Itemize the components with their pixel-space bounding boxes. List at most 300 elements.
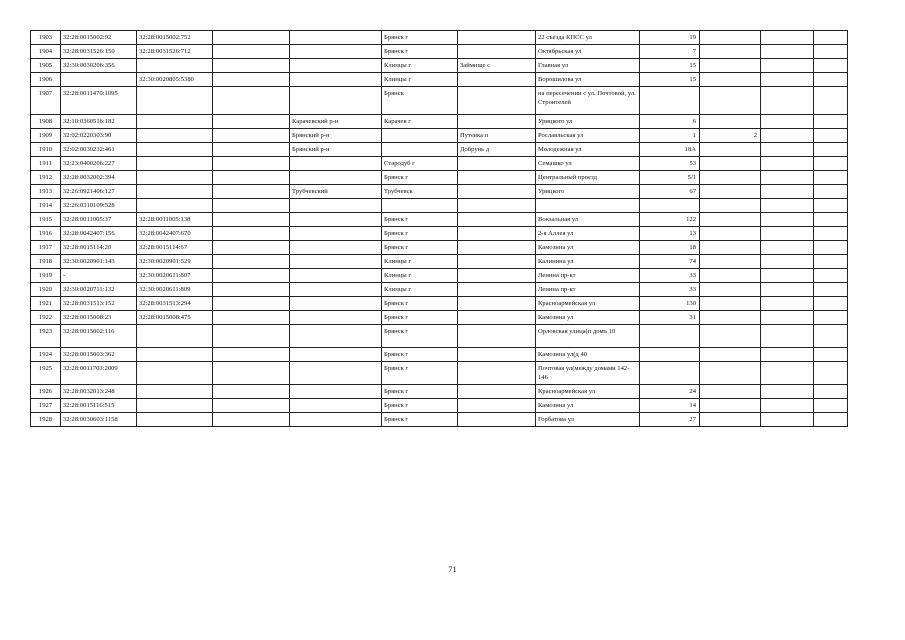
cell-city: Брянск г [382,385,458,399]
cell-building-cadastral-number [137,157,213,171]
cell-city: Брянск г [382,213,458,227]
cell-house: 53 [640,157,700,171]
cell-building [700,241,761,255]
cell-house: 24 [640,385,700,399]
cell-row-number: 1903 [31,31,61,45]
cell-cadastral-number: 32:02:0220303:90 [61,129,137,143]
cell-cadastral-number: 32:30:0020901:143 [61,255,137,269]
table-row [31,413,848,427]
cell-letter [761,413,814,427]
cell-district [290,213,382,227]
cell-row-number: 1917 [31,241,61,255]
cell-letter [761,143,814,157]
cell-city [382,129,458,143]
cell-extra [814,269,848,283]
cell-cadastral-number: 32:28:0031513:152 [61,297,137,311]
cell-settlement [458,213,536,227]
cell-building-cadastral-number [137,399,213,413]
cell-house [640,199,700,213]
cell-building [700,362,761,385]
cell-house: 74 [640,255,700,269]
cell-district [290,255,382,269]
cell-region [213,73,290,87]
cell-extra [814,283,848,297]
cell-building-cadastral-number [137,362,213,385]
cell-region [213,311,290,325]
cell-region [213,255,290,269]
cell-district [290,157,382,171]
cell-extra [814,129,848,143]
cell-street: Камозина ул [536,399,640,413]
cell-row-number: 1908 [31,115,61,129]
cell-settlement [458,311,536,325]
cell-district [290,171,382,185]
cell-letter [761,213,814,227]
cell-cadastral-number: 32:30:0020711:132 [61,283,137,297]
table-row [31,31,848,45]
cell-settlement [458,297,536,311]
cell-settlement [458,115,536,129]
cell-extra [814,87,848,115]
cell-house: 14 [640,399,700,413]
cell-extra [814,31,848,45]
table-row [31,399,848,413]
cell-house: 27 [640,413,700,427]
cell-cadastral-number: 32:28:0030603:1158 [61,413,137,427]
table-row [31,325,848,348]
cell-street: 22 съезда КПСС ул [536,31,640,45]
cell-cadastral-number: 32:30:0030206:356 [61,59,137,73]
cell-street: Орловская улица(п домъ 10 [536,325,640,348]
table-row [31,269,848,283]
cell-letter [761,255,814,269]
cell-cadastral-number [61,73,137,87]
cell-street: Почтовая ул(между домами 142-146 [536,362,640,385]
table-row [31,87,848,115]
cell-city: Брянск г [382,171,458,185]
table-row [31,185,848,199]
cell-settlement [458,413,536,427]
cell-building-cadastral-number [137,59,213,73]
cell-cadastral-number: 32:23:0400206:227 [61,157,137,171]
cell-house: 19 [640,31,700,45]
cell-district [290,348,382,362]
cell-region [213,413,290,427]
cell-building-cadastral-number: 32:28:0042407:670 [137,227,213,241]
cell-district [290,59,382,73]
cell-street [536,199,640,213]
cell-settlement [458,87,536,115]
cell-building [700,45,761,59]
cell-settlement [458,399,536,413]
cell-extra [814,399,848,413]
cell-district: Карачевский р-н [290,115,382,129]
cell-row-number: 1928 [31,413,61,427]
cell-extra [814,45,848,59]
cell-building [700,185,761,199]
cell-cadastral-number: 32:28:0015008:23 [61,311,137,325]
table-row [31,45,848,59]
cell-settlement [458,31,536,45]
cell-region [213,227,290,241]
table-row [31,129,848,143]
cell-house: 67 [640,185,700,199]
cell-extra [814,385,848,399]
cell-building-cadastral-number [137,115,213,129]
cell-extra [814,185,848,199]
cell-letter [761,157,814,171]
cell-building [700,255,761,269]
cell-region [213,185,290,199]
cell-letter [761,73,814,87]
cell-house [640,325,700,348]
cell-region [213,269,290,283]
cell-settlement [458,283,536,297]
cell-building-cadastral-number [137,348,213,362]
cell-building [700,269,761,283]
cell-building-cadastral-number [137,129,213,143]
cell-row-number: 1913 [31,185,61,199]
cell-district [290,413,382,427]
cell-building-cadastral-number: 32:28:0011005:138 [137,213,213,227]
cell-settlement [458,157,536,171]
cell-street: Камозина ул [536,311,640,325]
cell-building [700,87,761,115]
cell-cadastral-number: 32:28:0011005:37 [61,213,137,227]
cell-city: Клинцы г [382,269,458,283]
table-row [31,297,848,311]
cell-row-number: 1922 [31,311,61,325]
cell-letter [761,399,814,413]
cell-street: Молодежная ул [536,143,640,157]
cell-city: Клинцы г [382,283,458,297]
cell-street: Камозина ул [536,241,640,255]
cell-extra [814,255,848,269]
cell-row-number: 1920 [31,283,61,297]
cell-city: Брянск г [382,325,458,348]
cell-district [290,45,382,59]
cell-row-number: 1921 [31,297,61,311]
cell-building [700,59,761,73]
cell-city: Брянск г [382,311,458,325]
table-row [31,213,848,227]
cell-letter [761,311,814,325]
cell-building [700,157,761,171]
cell-city: Брянск г [382,45,458,59]
cell-building [700,199,761,213]
cell-letter [761,362,814,385]
table-row [31,241,848,255]
cell-settlement: Займище с [458,59,536,73]
cell-settlement [458,171,536,185]
cell-extra [814,241,848,255]
registry-table-body [31,31,848,427]
cell-house: 1 [640,129,700,143]
cell-district [290,362,382,385]
cell-city: Брянск г [382,413,458,427]
cell-building-cadastral-number [137,199,213,213]
cell-extra [814,297,848,311]
cell-extra [814,348,848,362]
cell-letter [761,297,814,311]
cell-row-number: 1924 [31,348,61,362]
cell-street: Ворошилова ул [536,73,640,87]
cell-settlement: Путевка п [458,129,536,143]
cell-street: Красноармейская ул [536,297,640,311]
cell-city: Стародуб г [382,157,458,171]
cell-house [640,348,700,362]
cell-house: 31 [640,311,700,325]
cell-settlement [458,185,536,199]
cell-cadastral-number: 32:28:0011703:2009 [61,362,137,385]
cell-row-number: 1905 [31,59,61,73]
cell-building [700,213,761,227]
cell-row-number: 1906 [31,73,61,87]
cell-cadastral-number: 32:28:0031526:150 [61,45,137,59]
cell-building [700,413,761,427]
cell-row-number: 1910 [31,143,61,157]
cell-house: 18 [640,241,700,255]
cell-settlement [458,227,536,241]
table-row [31,157,848,171]
cell-building-cadastral-number: 32:28:0031513:294 [137,297,213,311]
page-number: 71 [448,564,457,574]
cell-region [213,399,290,413]
cell-cadastral-number: 32:28:0015116:515 [61,399,137,413]
cell-letter [761,45,814,59]
cell-building: 2 [700,129,761,143]
cell-letter [761,283,814,297]
cell-extra [814,171,848,185]
cell-city: Брянск г [382,362,458,385]
cell-region [213,143,290,157]
cell-house: 15 [640,73,700,87]
cell-house: 5/1 [640,171,700,185]
cell-row-number: 1918 [31,255,61,269]
cell-building [700,399,761,413]
cell-building-cadastral-number [137,171,213,185]
cell-street: Горбатова ул [536,413,640,427]
cell-district [290,87,382,115]
cell-cadastral-number: 32:28:0032002:394 [61,171,137,185]
table-row [31,311,848,325]
cell-row-number: 1914 [31,199,61,213]
cell-settlement [458,255,536,269]
cell-letter [761,59,814,73]
cell-building [700,325,761,348]
cell-district [290,311,382,325]
cell-row-number: 1925 [31,362,61,385]
cell-building [700,143,761,157]
cell-cadastral-number: 32:28:0042407:156 [61,227,137,241]
cell-building [700,311,761,325]
cell-street: Камозина ул(д 40 [536,348,640,362]
cell-cadastral-number: 32:28:0015002:92 [61,31,137,45]
cell-row-number: 1927 [31,399,61,413]
cell-city: Брянск г [382,297,458,311]
cell-building-cadastral-number: 32:28:0031526:712 [137,45,213,59]
cell-row-number: 1911 [31,157,61,171]
cell-cadastral-number: 32:26:0310109:528 [61,199,137,213]
cell-district [290,269,382,283]
cell-settlement [458,348,536,362]
table-row [31,115,848,129]
cell-extra [814,157,848,171]
cell-building-cadastral-number [137,325,213,348]
cell-street: Вокзальная ул [536,213,640,227]
cell-city: Брянск г [382,241,458,255]
cell-district [290,31,382,45]
cell-street: Ленина пр-кт [536,283,640,297]
cell-building-cadastral-number: 32:30:0020805:5380 [137,73,213,87]
cell-building-cadastral-number [137,185,213,199]
cell-extra [814,227,848,241]
cell-region [213,45,290,59]
cell-row-number: 1926 [31,385,61,399]
cell-house: 33 [640,269,700,283]
table-row [31,348,848,362]
cell-row-number: 1909 [31,129,61,143]
cell-district [290,325,382,348]
cell-street: Октябрьская ул [536,45,640,59]
cell-cadastral-number: 32:28:0011470:1095 [61,87,137,115]
cell-letter [761,227,814,241]
cell-row-number: 1904 [31,45,61,59]
cell-district [290,399,382,413]
cell-building-cadastral-number [137,87,213,115]
cell-house: 7 [640,45,700,59]
cell-region [213,325,290,348]
cell-city: Клинцы г [382,255,458,269]
cell-city: Брянск г [382,399,458,413]
cell-district: Брянский р-н [290,143,382,157]
cell-city [382,199,458,213]
cell-settlement [458,73,536,87]
cell-extra [814,59,848,73]
cell-building [700,171,761,185]
cell-region [213,297,290,311]
cell-building [700,31,761,45]
cell-row-number: 1915 [31,213,61,227]
cell-district [290,241,382,255]
cell-building-cadastral-number [137,413,213,427]
cell-cadastral-number: 32:02:0030232:461 [61,143,137,157]
cell-region [213,283,290,297]
cell-city: Карачев г [382,115,458,129]
cell-settlement [458,325,536,348]
cell-street: Семашко ул [536,157,640,171]
cell-settlement [458,385,536,399]
cell-building-cadastral-number: 32:28:0015008:475 [137,311,213,325]
cell-building-cadastral-number: 32:28:0015002:752 [137,31,213,45]
table-row [31,171,848,185]
cell-street: Ленина пр-кт [536,269,640,283]
table-row [31,73,848,87]
cell-district [290,227,382,241]
cell-district [290,199,382,213]
cell-extra [814,362,848,385]
cell-extra [814,311,848,325]
cell-street: Урицкого [536,185,640,199]
cell-building-cadastral-number [137,143,213,157]
cell-district: Трубчевский [290,185,382,199]
table-row [31,362,848,385]
cell-region [213,59,290,73]
table-row [31,59,848,73]
table-row [31,227,848,241]
cell-letter [761,269,814,283]
cell-letter [761,185,814,199]
cell-district: Брянский р-н [290,129,382,143]
table-row [31,283,848,297]
cell-cadastral-number: - [61,269,137,283]
cell-region [213,31,290,45]
cell-street: Красноармейская ул [536,385,640,399]
cell-city: Брянск г [382,31,458,45]
cell-settlement [458,269,536,283]
cell-cadastral-number: 32:28:0032013:248 [61,385,137,399]
cell-letter [761,241,814,255]
cell-region [213,129,290,143]
cell-building-cadastral-number: 32:30:0020611:809 [137,283,213,297]
cell-extra [814,143,848,157]
cell-cadastral-number: 32:10:0360516:182 [61,115,137,129]
cell-row-number: 1916 [31,227,61,241]
cell-letter [761,348,814,362]
cell-extra [814,213,848,227]
cell-building [700,227,761,241]
cell-house: 6 [640,115,700,129]
cell-region [213,241,290,255]
cell-region [213,362,290,385]
cell-settlement [458,241,536,255]
cell-house: 33 [640,283,700,297]
cell-house: 130 [640,297,700,311]
cell-cadastral-number: 32:26:0921406:127 [61,185,137,199]
cell-city: Брянск г [382,348,458,362]
table-row [31,385,848,399]
cell-house: 18А [640,143,700,157]
cell-settlement [458,362,536,385]
cell-city: Брянск г [382,227,458,241]
cell-letter [761,171,814,185]
cell-region [213,385,290,399]
cell-street: Калинина ул [536,255,640,269]
cell-street: Центральный проезд [536,171,640,185]
cell-building-cadastral-number: 32:30:0020611:807 [137,269,213,283]
cell-building [700,297,761,311]
cell-letter [761,199,814,213]
cell-region [213,213,290,227]
cell-city [382,143,458,157]
registry-table [30,30,848,427]
cell-settlement [458,45,536,59]
cell-district [290,283,382,297]
cell-street: на пересечении с ул. Почтовой, ул. Строителей [536,87,640,115]
cell-settlement [458,199,536,213]
table-row [31,199,848,213]
cell-letter [761,31,814,45]
cell-house [640,362,700,385]
cell-district [290,297,382,311]
cell-house: 15 [640,59,700,73]
table-row [31,143,848,157]
cell-city: Клинцы г [382,73,458,87]
cell-city: Трубчевск [382,185,458,199]
cell-building [700,73,761,87]
cell-building [700,385,761,399]
cell-region [213,171,290,185]
